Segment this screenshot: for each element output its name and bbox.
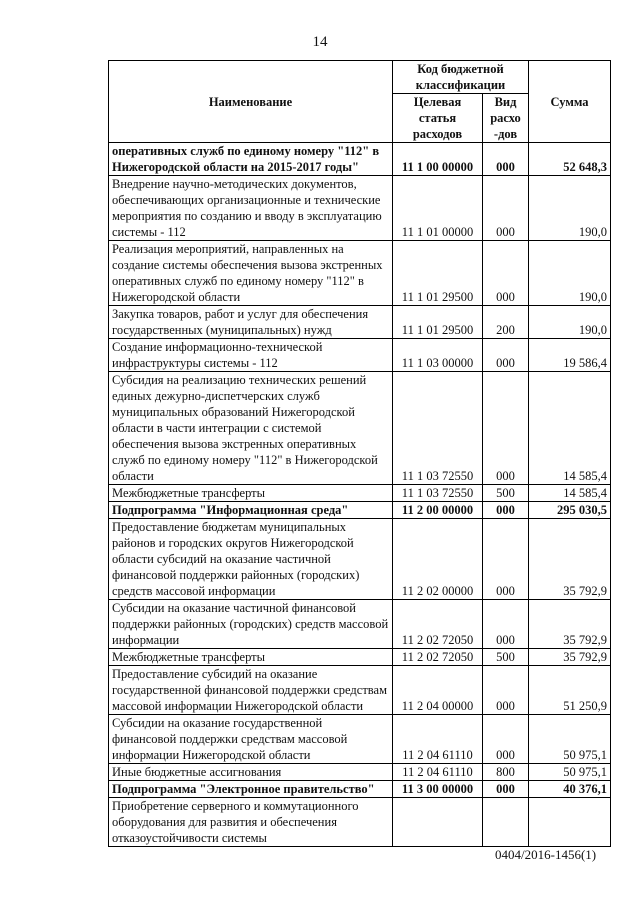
- table-row: [109, 241, 611, 306]
- row-sum: 190,0: [529, 241, 611, 306]
- row-code: 11 1 00 00000: [393, 143, 483, 176]
- row-type: 500: [483, 485, 529, 502]
- row-sum: 50 975,1: [529, 715, 611, 764]
- row-type: 000: [483, 519, 529, 600]
- table-row: [109, 600, 611, 649]
- table-body: [109, 143, 611, 847]
- row-name: Субсидии на оказание частичной финансовой поддержки районных (городских) средств массовой информации: [109, 600, 393, 649]
- row-type: 500: [483, 649, 529, 666]
- table-row: [109, 485, 611, 502]
- table-row: [109, 176, 611, 241]
- row-code: [393, 798, 483, 847]
- row-type: 000: [483, 176, 529, 241]
- row-sum: [529, 798, 611, 847]
- row-code: 11 2 04 61110: [393, 715, 483, 764]
- document-code: 0404/2016-1456(1): [495, 847, 597, 862]
- row-code: 11 1 01 29500: [393, 306, 483, 339]
- budget-table: [108, 60, 611, 847]
- row-sum: 14 585,4: [529, 485, 611, 502]
- table-row: [109, 781, 611, 798]
- row-type: 000: [483, 241, 529, 306]
- row-code: 11 1 01 00000: [393, 176, 483, 241]
- row-sum: 50 975,1: [529, 764, 611, 781]
- header-sum: Сумма: [529, 61, 611, 143]
- row-name: Предоставление бюджетам муниципальных районов и городских округов Нижегородской области субсидий на оказание частичной финансовой поддержки районных (городских) средств массовой информации: [109, 519, 393, 600]
- row-type: 200: [483, 306, 529, 339]
- row-name: Субсидия на реализацию технических решений единых дежурно-диспетчерских служб муниципальных образований Нижегородской области в части интеграции с системой обеспечения вызова экстренных оперативных служб по единому номеру "112" в Нижегородской области: [109, 372, 393, 485]
- table-row: [109, 519, 611, 600]
- row-name: Реализация мероприятий, направленных на создание системы обеспечения вызова экстренных оперативных служб по единому номеру "112" в Нижегородской области: [109, 241, 393, 306]
- header-target: Целевая статья расходов: [393, 94, 483, 143]
- table-row: [109, 715, 611, 764]
- row-sum: 40 376,1: [529, 781, 611, 798]
- table-row: [109, 798, 611, 847]
- row-name: Межбюджетные трансферты: [109, 485, 393, 502]
- row-name: Субсидии на оказание государственной финансовой поддержки средствам массовой информации Нижегородской области: [109, 715, 393, 764]
- row-sum: 14 585,4: [529, 372, 611, 485]
- table-row: [109, 502, 611, 519]
- row-code: 11 1 01 29500: [393, 241, 483, 306]
- row-sum: 52 648,3: [529, 143, 611, 176]
- table-row: [109, 339, 611, 372]
- row-type: 000: [483, 600, 529, 649]
- row-name: Внедрение научно-методических документов, обеспечивающих организационные и технические мероприятия по созданию и вводу в эксплуатацию системы - 112: [109, 176, 393, 241]
- row-sum: 190,0: [529, 176, 611, 241]
- header-name: Наименование: [109, 61, 393, 143]
- row-type: 000: [483, 781, 529, 798]
- row-sum: 295 030,5: [529, 502, 611, 519]
- row-code: 11 2 02 00000: [393, 519, 483, 600]
- table-row: [109, 764, 611, 781]
- row-name: Подпрограмма "Информационная среда": [109, 502, 393, 519]
- row-name: Закупка товаров, работ и услуг для обеспечения государственных (муниципальных) нужд: [109, 306, 393, 339]
- row-type: 000: [483, 666, 529, 715]
- row-code: 11 2 00 00000: [393, 502, 483, 519]
- row-sum: 35 792,9: [529, 519, 611, 600]
- table-row: [109, 372, 611, 485]
- row-name: Создание информационно-технической инфраструктуры системы - 112: [109, 339, 393, 372]
- table-row: [109, 143, 611, 176]
- row-code: 11 1 03 72550: [393, 372, 483, 485]
- page-number: 14: [312, 34, 328, 50]
- row-type: 000: [483, 339, 529, 372]
- row-type: 000: [483, 143, 529, 176]
- row-name: Подпрограмма "Электронное правительство": [109, 781, 393, 798]
- table-row: [109, 649, 611, 666]
- row-name: Иные бюджетные ассигнования: [109, 764, 393, 781]
- row-code: 11 1 03 00000: [393, 339, 483, 372]
- table-row: [109, 306, 611, 339]
- row-type: 800: [483, 764, 529, 781]
- row-sum: 35 792,9: [529, 649, 611, 666]
- row-name: Приобретение серверного и коммутационного оборудования для развития и обеспечения отказоустойчивости системы: [109, 798, 393, 847]
- row-type: 000: [483, 502, 529, 519]
- row-code: 11 2 02 72050: [393, 600, 483, 649]
- row-type: [483, 798, 529, 847]
- row-sum: 35 792,9: [529, 600, 611, 649]
- row-code: 11 3 00 00000: [393, 781, 483, 798]
- row-name: Межбюджетные трансферты: [109, 649, 393, 666]
- row-code: 11 2 04 00000: [393, 666, 483, 715]
- row-code: 11 1 03 72550: [393, 485, 483, 502]
- row-type: 000: [483, 372, 529, 485]
- row-sum: 190,0: [529, 306, 611, 339]
- row-name: Предоставление субсидий на оказание государственной финансовой поддержки средствам массовой информации Нижегородской области: [109, 666, 393, 715]
- row-sum: 51 250,9: [529, 666, 611, 715]
- header-type: Вид расхо -дов: [483, 94, 529, 143]
- row-sum: 19 586,4: [529, 339, 611, 372]
- row-name: оперативных служб по единому номеру "112" в Нижегородской области на 2015-2017 годы": [109, 143, 393, 176]
- row-type: 000: [483, 715, 529, 764]
- row-code: 11 2 04 61110: [393, 764, 483, 781]
- table-row: [109, 666, 611, 715]
- header-code-group: Код бюджетной классификации: [393, 61, 529, 94]
- row-code: 11 2 02 72050: [393, 649, 483, 666]
